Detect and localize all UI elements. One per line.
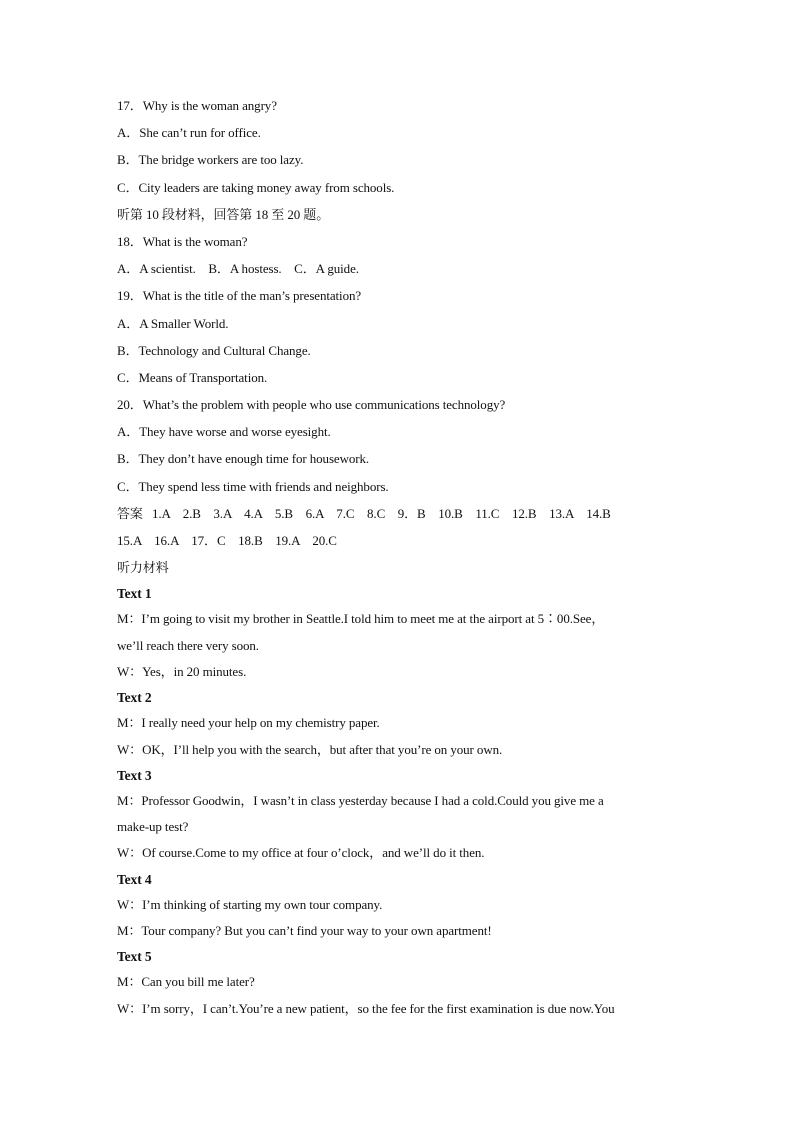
option-line: C．City leaders are taking money away from schools. <box>117 179 395 195</box>
question-line: 18．What is the woman? <box>117 233 248 249</box>
option-line: A．They have worse and worse eyesight. <box>117 424 331 440</box>
dialogue-line: W：Of course.Come to my office at four o’clock，and we’ll do it then. <box>117 845 485 861</box>
answer-key-row-1 <box>117 500 682 527</box>
transcript-title: 听力材料 <box>117 560 169 576</box>
question-list <box>117 92 682 500</box>
transcript-heading: Text 3 <box>117 767 152 783</box>
transcript-heading: Text 5 <box>117 949 152 965</box>
transcript-heading: Text 4 <box>117 871 152 887</box>
dialogue-line: we’ll reach there very soon. <box>117 637 259 653</box>
document-page <box>117 92 682 1022</box>
answer-key-values-2: 15.A 16.A 17．C 18.B 19.A 20.C <box>117 533 337 548</box>
question-line: 19．What is the title of the man’s presentation? <box>117 288 362 304</box>
option-line: A．She can’t run for office. <box>117 125 261 141</box>
option-line: B．Technology and Cultural Change. <box>117 342 311 358</box>
dialogue-line: W：I’m thinking of starting my own tour company. <box>117 896 383 912</box>
option-line: A．A Smaller World. <box>117 315 229 331</box>
transcript-heading: Text 2 <box>117 690 152 706</box>
question-line: 17．Why is the woman angry? <box>117 98 277 113</box>
option-line: 听第 10 段材料，回答第 18 至 20 题。 <box>117 206 330 222</box>
dialogue-line: M：Tour company? But you can’t find your way to your own apartment! <box>117 923 492 939</box>
option-line: B．They don’t have enough time for housework. <box>117 451 370 467</box>
dialogue-line: M：Can you bill me later? <box>117 974 255 990</box>
answer-key-values-1: 1.A 2.B 3.A 4.A 5.B 6.A 7.C 8.C 9．B 10.B 11.C 12.B 13.A 14.B <box>151 505 611 521</box>
option-line: B．The bridge workers are too lazy. <box>117 152 304 168</box>
answer-key-label: 答案 <box>117 505 143 521</box>
dialogue-line: M：I’m going to visit my brother in Seattle.I told him to meet me at the airport at 5∶00.See， <box>117 611 605 627</box>
transcript-list <box>117 581 682 1022</box>
dialogue-line: make-up test? <box>117 819 189 835</box>
question-line: 20．What’s the problem with people who use communications technology? <box>117 397 506 413</box>
option-line: C．They spend less time with friends and neighbors. <box>117 478 389 494</box>
option-line: A．A scientist. B．A hostess. C．A guide. <box>117 261 359 277</box>
answer-key-row-2 <box>117 527 682 554</box>
dialogue-line: W：I’m sorry，I can’t.You’re a new patient，so the fee for the first examination is due now.You <box>117 1000 615 1016</box>
dialogue-line: M：Professor Goodwin，I wasn’t in class yesterday because I had a cold.Could you give me a <box>117 792 604 808</box>
dialogue-line: W：OK，I’ll help you with the search，but after that you’re on your own. <box>117 741 503 757</box>
option-line: C．Means of Transportation. <box>117 369 268 385</box>
dialogue-line: M：I really need your help on my chemistry paper. <box>117 715 380 731</box>
transcript-heading: Text 1 <box>117 586 152 602</box>
dialogue-line: W：Yes，in 20 minutes. <box>117 663 247 679</box>
